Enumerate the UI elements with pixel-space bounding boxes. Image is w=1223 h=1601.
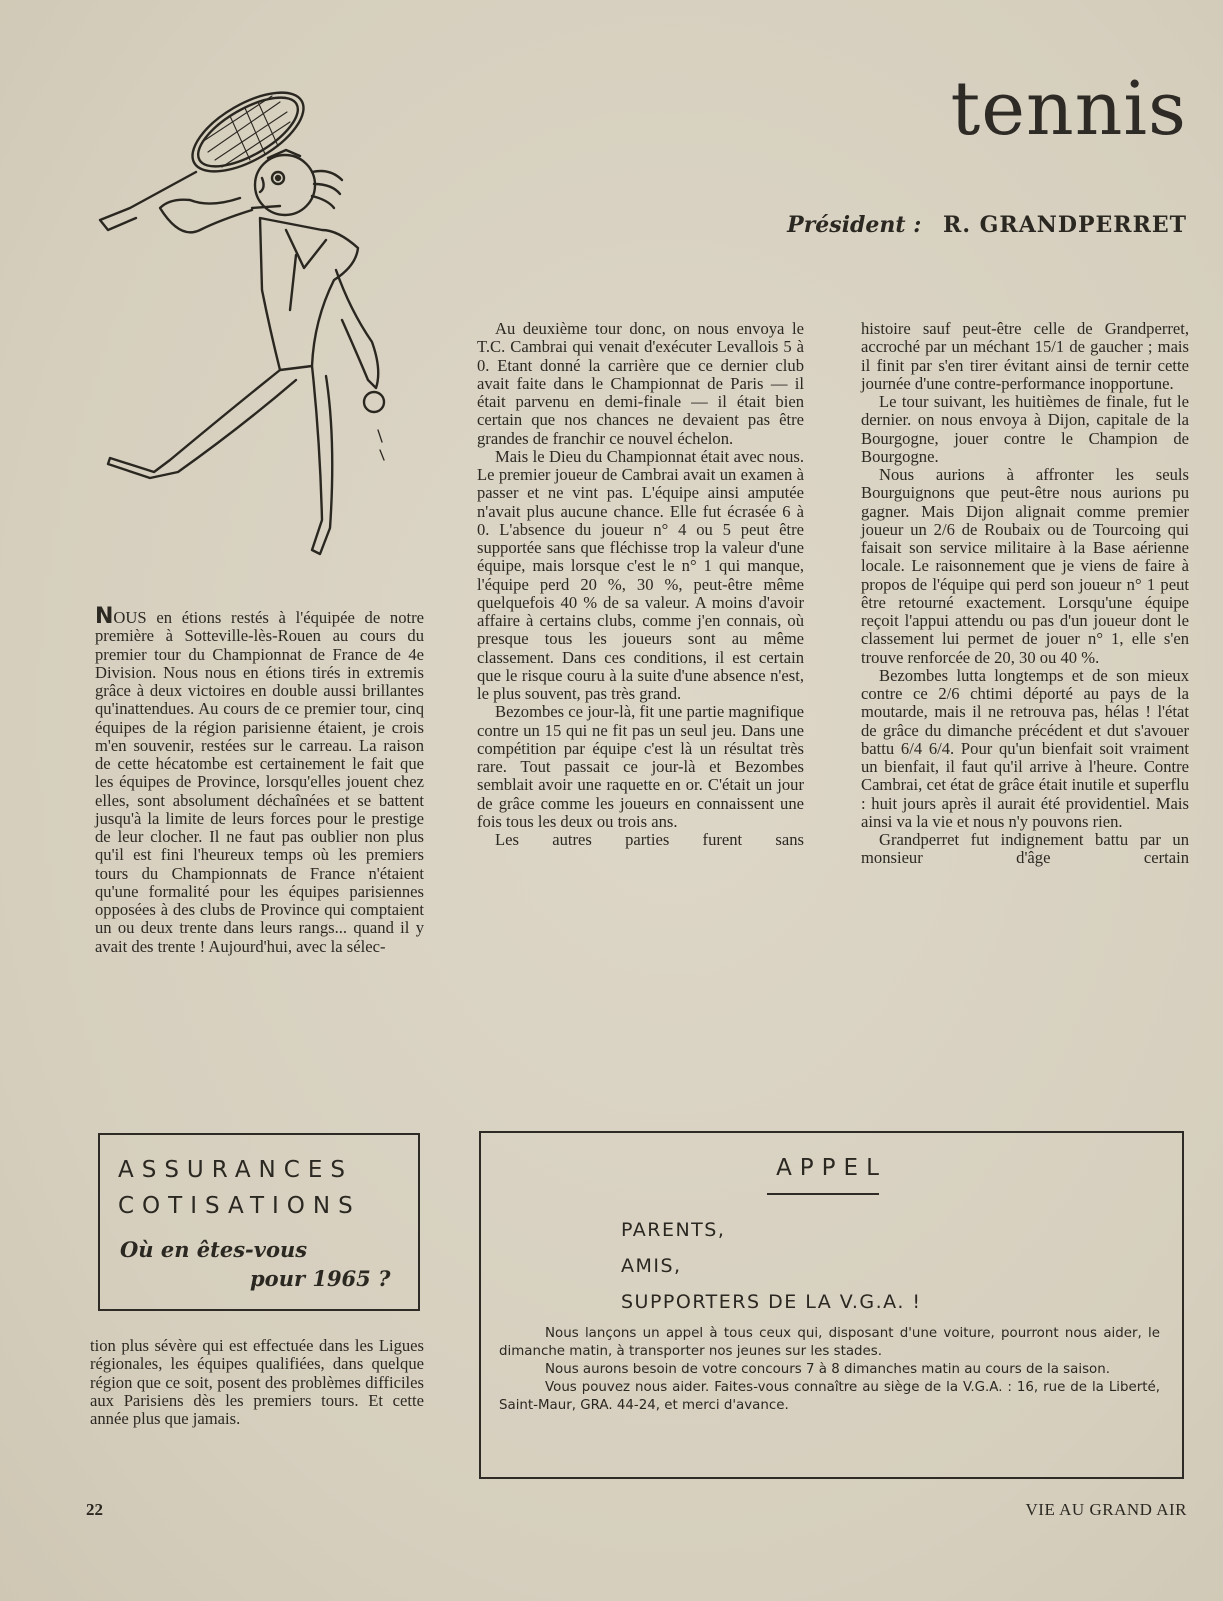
paragraph-text: OUS en étions restés à l'équipée de notre première à Sotteville-lès-Rouen au cours du premier tour du Championnat de France de 4e Division. Nous nous en étions tirés in extremis grâce à deux victoires en double aussi brillantes qu'inattendues. Au cours de ce premier tour, cinq équipes de la région parisienne étaient, je crois m'en souvenir, restées sur le carreau. La raison de cette hécatombe est certainement le fait que les équipes de Province, lorsqu'elles jouent chez elles, sont absolument déchaînées et se battent jusqu'à la limite de leurs forces pour le prestige de leur clocher. Il ne faut pas oublier non plus qu'il est fini l'heureux temps où les premiers tours du Championnats de France n'étaient qu'une formalité pour les équipes parisiennes opposées à des clubs de Province qui comptaient un ou deux trente dans leurs rangs... quand il y avait des trente ! Aujourd'hui, avec la sélec- (95, 608, 424, 956)
article-paragraph: Mais le Dieu du Championnat était avec nous. Le premier joueur de Cambrai avait un examen à passer et ne vint pas. L'équipe ainsi amputée n'avait plus aucune chance. Elle fut écrasée 6 à 0. L'absence du joueur n° 4 ou 5 peut être supportée sans que fléchisse trop la valeur d'une équipe, mais lorsque c'est le n° 1 qui manque, l'équipe perd 20 %, 30 %, peut-être même quelquefois 40 % de sa valeur. A moins d'avoir affaire à certains clubs, comme j'en connais, où presque tous les joueurs sont au même classement. Dans ces conditions, il est certain que le risque couru à la suite d'une absence n'est, le plus souvent, pas très grand. (477, 446, 804, 703)
appel-rule (767, 1193, 879, 1195)
appel-paragraph: Nous lançons un appel à tous ceux qui, disposant d'une voiture, pourront nous aider, le dimanche matin, à transporter nos jeunes sur les stades. (499, 1326, 1160, 1359)
player-torso (260, 218, 358, 370)
article-paragraph: Bezombes lutta longtemps et de son mieux contre ce 2/6 chtimi déporté au pays de la moutarde, mais il ne retrouva pas, hélas ! l'état de grâce du dimanche précédent et dut s'avouer battu 6/4 6/4. Pour qu'un bienfait soit vraiment un bienfait, il faut qu'il arrive à l'heure. Contre Cambrai, cet état de grâce était inutile et superflu : huit jours après il aurait été providentiel. Mais ainsi va la vie et nous n'y pouvons rien. (861, 665, 1189, 831)
tennis-player-illustration (90, 80, 430, 580)
cotisations-heading: COTISATIONS (118, 1193, 361, 1219)
president-line (787, 212, 1187, 238)
article-paragraph: Grandperret fut indignement battu par un monsieur d'âge certain (861, 830, 1189, 868)
player-leg-front (312, 366, 332, 554)
appel-line-supporters: SUPPORTERS DE LA V.G.A. ! (621, 1291, 922, 1313)
page-number: 22 (86, 1500, 103, 1519)
appel-line-amis: AMIS, (621, 1255, 682, 1277)
assurances-heading: ASSURANCES (118, 1157, 353, 1183)
article-paragraph: histoire sauf peut-être celle de Grandperret, accroché par un méchant 15/1 de gaucher ; mais il finit par s'en tirer évitant ainsi de ternir cette journée d'une contre-performance inopportune. (861, 319, 1189, 393)
article-paragraph: Le tour suivant, les huitièmes de finale, fut le dernier. on nous envoya à Dijon, capitale de la Bourgogne, jouer contre le Champion de Bourgogne. (861, 392, 1189, 466)
drop-cap: N (95, 604, 114, 629)
section-title: tennis (950, 66, 1187, 152)
appel-text (499, 1325, 1160, 1415)
article-column-2 (477, 320, 804, 849)
assurances-question-2: pour 1965 ? (250, 1266, 391, 1291)
article-column-3 (861, 320, 1189, 868)
article-column-1-continued (90, 1337, 424, 1428)
article-column-1 (95, 604, 424, 956)
appel-paragraph: Vous pouvez nous aider. Faites-vous connaître au siège de la V.G.A. : 16, rue de la Liberté, Saint-Maur, GRA. 44-24, et merci d'avance. (499, 1380, 1160, 1413)
appel-line-parents: PARENTS, (621, 1219, 726, 1241)
president-name: R. GRANDPERRET (943, 212, 1187, 238)
appel-heading: APPEL (776, 1155, 887, 1181)
racket-handle (100, 172, 196, 230)
article-paragraph: tion plus sévère qui est effectuée dans les Ligues régionales, les équipes qualifiées, dans quelque région que ce soit, posent des problèmes difficiles aux Parisiens dès les premiers tours. Et cette année plus que jamais. (90, 1336, 424, 1428)
player-arm-lower (336, 270, 378, 388)
player-arm-raised (160, 198, 252, 232)
article-paragraph: Nous aurions à affronter les seuls Bourguignons que peut-être nous aurions pu gagner. Mais Dijon alignait comme premier joueur un 2/6 de Roubaix ou de Tourcoing qui faisait son service militaire à la Base aérienne locale. Le raisonnement que je viens de faire à propos de l'équipe qui perd son joueur n° 1 peut être retourné exactement. Lorsqu'une équipe reçoit l'appui attendu ou pas d'un joueur dont le classement lui permet de jouer n° 1, elle s'en trouve renforcée de 20, 30 ou 40 %. (861, 465, 1189, 667)
appel-box (479, 1131, 1184, 1479)
racket-rim (188, 84, 308, 180)
president-label: Président : (787, 212, 922, 238)
racket-head (180, 80, 315, 187)
article-paragraph: Les autres parties furent sans (495, 830, 804, 849)
assurances-box (98, 1133, 420, 1311)
article-paragraph: Bezombes ce jour-là, fit une partie magnifique contre un 15 qui ne fit pas un seul jeu. Dans une compétition par équipe c'est là un résultat très rare. Tout passait ce jour-là et Bezombes semblait avoir une raquette en or. C'était un jour de grâce comme les joueurs en connaissent une fois tous les deux ou trois ans. (477, 702, 804, 831)
assurances-question-1: Où en êtes-vous (120, 1237, 308, 1262)
appel-paragraph: Nous aurons besoin de votre concours 7 à 8 dimanches matin au cours de la saison. (545, 1362, 1110, 1377)
magazine-name: VIE AU GRAND AIR (1025, 1500, 1187, 1519)
player-leg-back (108, 370, 296, 478)
tennis-ball (364, 392, 384, 412)
article-paragraph (95, 604, 424, 956)
article-paragraph: Au deuxième tour donc, on nous envoya le T.C. Cambrai qui venait d'exécuter Levallois 5 à 0. Etant donné la carrière que ce dernier club avait faite dans le Championnat de Paris — il était parvenu en demi-finale — il était bien certain que nos chances ne devaient pas être grandes de franchir ce nouvel échelon. (477, 319, 804, 448)
